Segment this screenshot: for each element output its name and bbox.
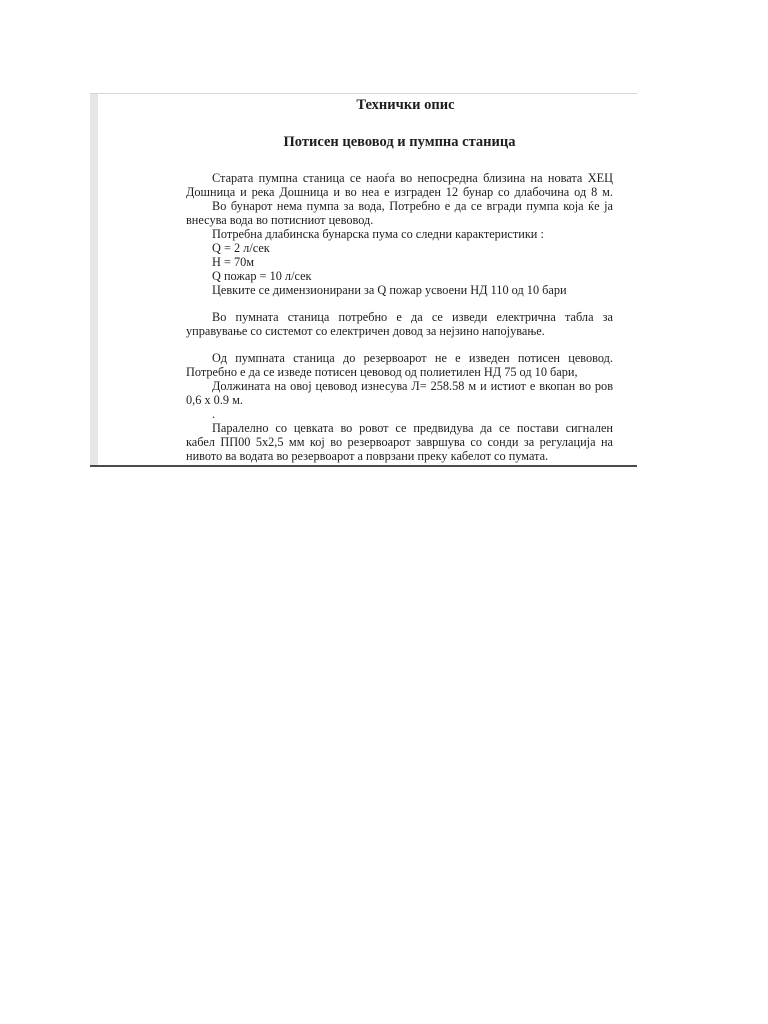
paragraph-3-line-2: Потребно е да се изведе потисен цевовод од полиетилен НД 75 од 10 бари, [186, 365, 578, 379]
paragraph-1-line-9: Цевките се димензионирани за Q пожар усвоени НД 110 од 10 бари [212, 283, 567, 297]
paragraph-3-line-5: . [212, 407, 216, 421]
paragraph-3-line-3: Должината на овој цевовод изнесува Л= 258.58 м и истиот е вкопан во ров [212, 379, 613, 393]
paragraph-4-line-2: кабел ПП00 5х2,5 мм кој во резервоарот завршува со сонди за регулација на [186, 435, 613, 449]
scanned-document [90, 93, 637, 467]
scan-left-edge [90, 94, 98, 465]
paragraph-2-line-1: Во пумната станица потребно е да се изведи електрична табла за [212, 310, 613, 324]
head-line: H = 70м [212, 255, 255, 269]
paragraph-1-line-4: внесува вода во потисниот цевовод. [186, 213, 374, 227]
paragraph-1-line-3: Во бунарот нема пумпа за вода, Потребно е да се вгради пумпа која ќе ја [212, 199, 613, 213]
paragraph-1-line-2: Дошница и река Дошница и во неа е изграден 12 бунар со длабочина од 8 м. [186, 185, 613, 199]
paragraph-4-line-1: Паралелно со цевката во ровот се предвидува да се постави сигнален [212, 421, 613, 435]
fire-flow-line: Q пожар = 10 л/сек [212, 269, 312, 283]
document-title: Технички опис [356, 97, 455, 113]
document-subtitle: Потисен цевовод и пумпна станица [283, 134, 516, 150]
paragraph-2-line-2: управување со системот со електричен довод за нејзино напојување. [186, 324, 545, 338]
paragraph-1-line-5: Потребна длабинска бунарска пума со следни карактеристики : [212, 227, 544, 241]
paragraph-1-line-1: Старата пумпна станица се наоѓа во непосредна близина на новата ХЕЦ [212, 171, 613, 185]
paragraph-3-line-4: 0,6 х 0.9 м. [186, 393, 243, 407]
paragraph-3-line-1: Од пумпната станица до резервоарот не е изведен потисен цевовод. [212, 351, 613, 365]
flow-rate-line: Q = 2 л/сек [212, 241, 270, 255]
paragraph-4-line-3: нивото ва водата во резервоарот а поврзани преку кабелот со пумата. [186, 449, 549, 463]
